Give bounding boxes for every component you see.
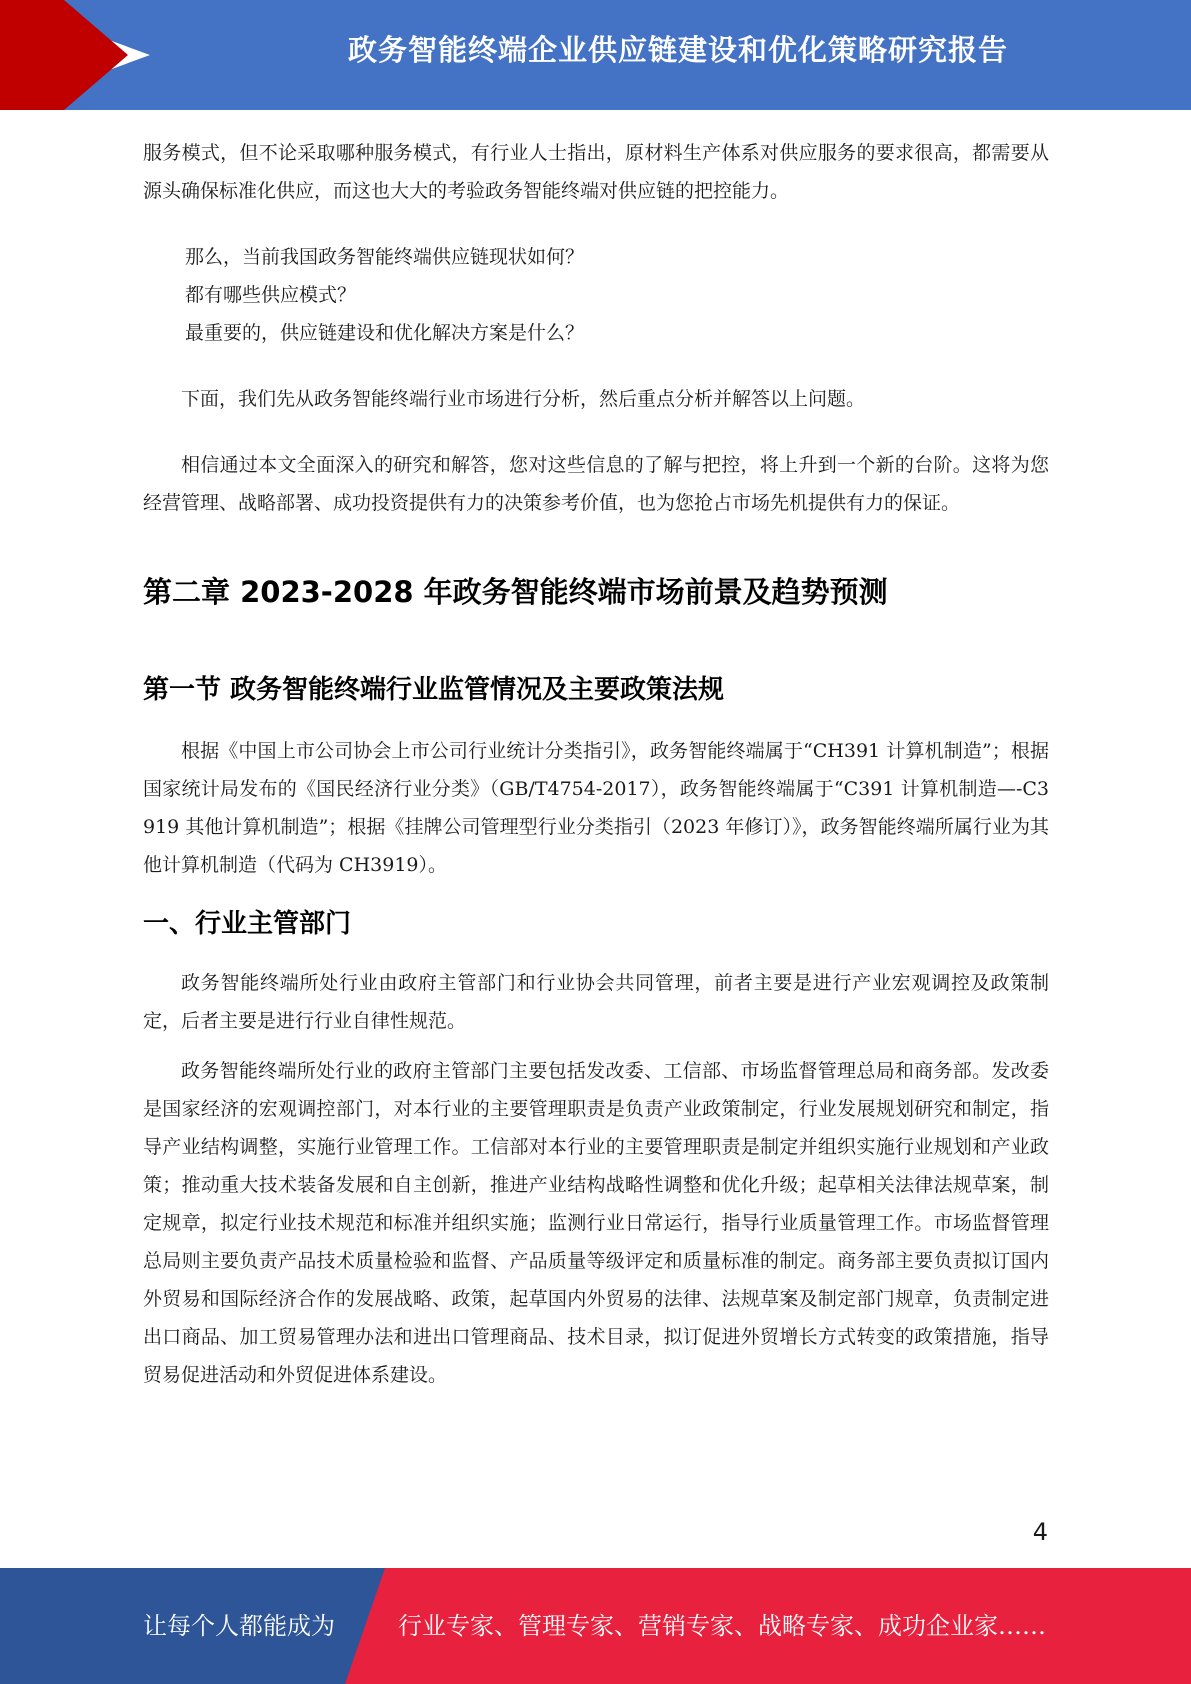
chapter-title: 第二章 2023-2028 年政务智能终端市场前景及趋势预测 [143, 575, 888, 609]
management-paragraph: 政务智能终端所处行业由政府主管部门和行业协会共同管理，前者主要是进行产业宏观调控及政策制定，后者主要是进行行业自律性规范。 [143, 972, 1049, 1032]
section-title: 第一节 政务智能终端行业监管情况及主要政策法规 [143, 675, 725, 705]
departments-paragraph: 政务智能终端所处行业的政府主管部门主要包括发改委、工信部、市场监督管理总局和商务部。发改委是国家经济的宏观调控部门，对本行业的主要管理职责是负责产业政策制定，行业发展规划研究和制定，指导产业结构调整，实施行业管理工作。工信部对本行业的主要管理职责是制定并组织实施行业规划和产业政策；推动重大技术装备发展和自主创新，推进产业结构战略性调整和优化升级；起草相关法律法规草案，制定规章，拟定行业技术规范和标准并组织实施；监测行业日常运行，指导行业质量管理工作。市场监督管理总局则主要负责产品技术质量检验和监督、产品质量等级评定和质量标准的制定。商务部主要负责拟订国内外贸易和国际经济合作的发展战略、政策，起草国内外贸易的法律、法规草案及制定部门规章，负责制定进出口商品、加工贸易管理办法和进出口管理商品、技术目录，拟订促进外贸增长方式转变的政策措施，指导贸易促进活动和外贸促进体系建设。 [143, 1060, 1049, 1386]
page-number: 4 [1032, 1518, 1048, 1546]
question-line-1: 那么，当前我国政务智能终端供应链现状如何？ [185, 246, 585, 268]
page-footer [0, 1568, 1191, 1684]
footer-slogan-right: 行业专家、管理专家、营销专家、战略专家、成功企业家…… [398, 1612, 1046, 1640]
subsection-title: 一、行业主管部门 [143, 909, 352, 939]
analysis-paragraph: 下面，我们先从政务智能终端行业市场进行分析，然后重点分析并解答以上问题。 [181, 388, 866, 410]
footer-slogan-left: 让每个人都能成为 [143, 1612, 335, 1640]
classification-paragraph: 根据《中国上市公司协会上市公司行业统计分类指引》，政务智能终端属于“CH391 计算机制造”；根据国家统计局发布的《国民经济行业分类》（GB/T4754-2017），政务智能终端属于“C391 计算机制造—-C3919 其他计算机制造”；根据《挂牌公司管理型行业分类指引（2023 年修订）》，政务智能终端所属行业为其他计算机制造（代码为 CH3919）。 [143, 740, 1049, 876]
question-line-3: 最重要的，供应链建设和优化解决方案是什么？ [185, 322, 585, 344]
document-body [143, 134, 1049, 1394]
intro-paragraph: 服务模式，但不论采取哪种服务模式，有行业人士指出，原材料生产体系对供应服务的要求很高，都需要从源头确保标准化供应，而这也大大的考验政务智能终端对供应链的把控能力。 [143, 142, 1049, 202]
report-title: 政务智能终端企业供应链建设和优化策略研究报告 [347, 33, 1008, 67]
belief-paragraph: 相信通过本文全面深入的研究和解答，您对这些信息的了解与把控，将上升到一个新的台阶。这将为您经营管理、战略部署、成功投资提供有力的决策参考价值，也为您抢占市场先机提供有力的保证。 [143, 454, 1049, 514]
page-header [0, 0, 1191, 110]
question-line-2: 都有哪些供应模式？ [185, 284, 357, 306]
